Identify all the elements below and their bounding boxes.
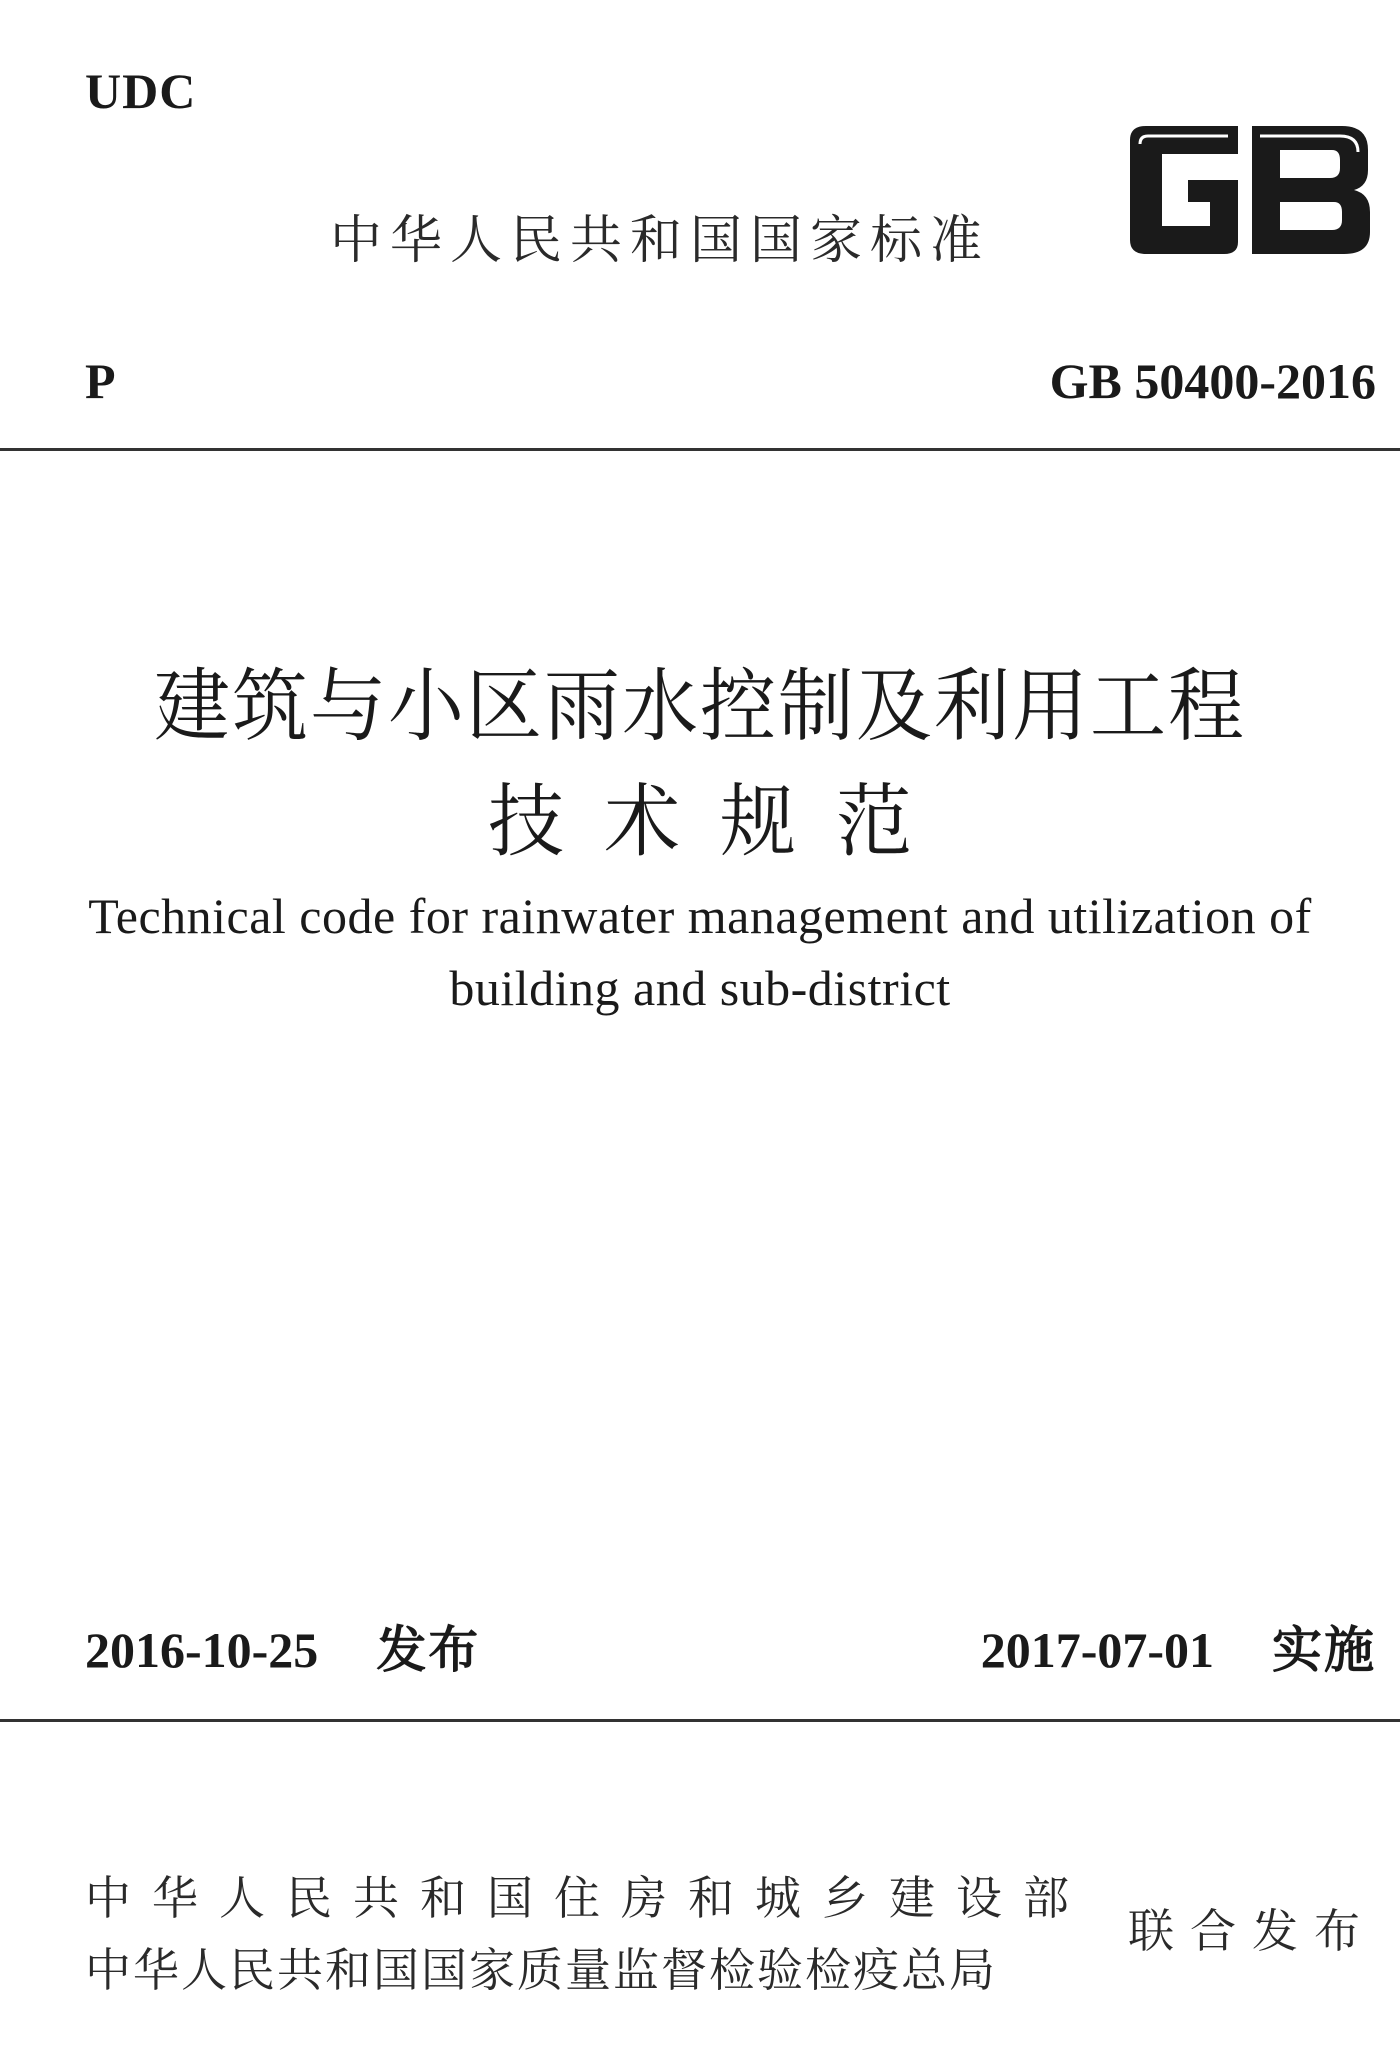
gb-logo-icon	[1118, 120, 1380, 260]
joint-issue-label: 联合发布	[1128, 1904, 1376, 1958]
title-english	[70, 880, 1330, 1024]
issuing-organizations	[85, 1862, 1090, 2006]
implementation-date-row	[981, 1610, 1376, 1682]
implementation-date: 2017-07-01	[980, 1622, 1214, 1678]
implementation-label: 实施	[1272, 1621, 1376, 1679]
title-cn-line2: 技术规范	[488, 774, 952, 868]
issue-date-row	[85, 1610, 480, 1682]
title-chinese	[0, 649, 1400, 880]
issuer-aqsiq: 中华人民共和国国家质量监督检验检疫总局	[85, 1943, 997, 1997]
issuer-ministry-housing: 中华人民共和国住房和城乡建设部	[85, 1871, 1090, 1925]
top-divider	[0, 448, 1400, 451]
title-en-line2: building and sub-district	[449, 960, 951, 1016]
national-standard-heading: 中华人民共和国国家标准	[330, 211, 991, 271]
classification-code: P	[85, 353, 116, 409]
title-en-line1: Technical code for rainwater management and utilization of	[88, 888, 1312, 944]
bottom-divider	[0, 1719, 1400, 1722]
issue-label: 发布	[376, 1621, 481, 1679]
issue-date: 2016-10-25	[85, 1622, 319, 1678]
title-cn-line1: 建筑与小区雨水控制及利用工程	[154, 659, 1246, 753]
standard-number: GB 50400-2016	[1049, 353, 1376, 409]
udc-label: UDC	[85, 63, 197, 119]
